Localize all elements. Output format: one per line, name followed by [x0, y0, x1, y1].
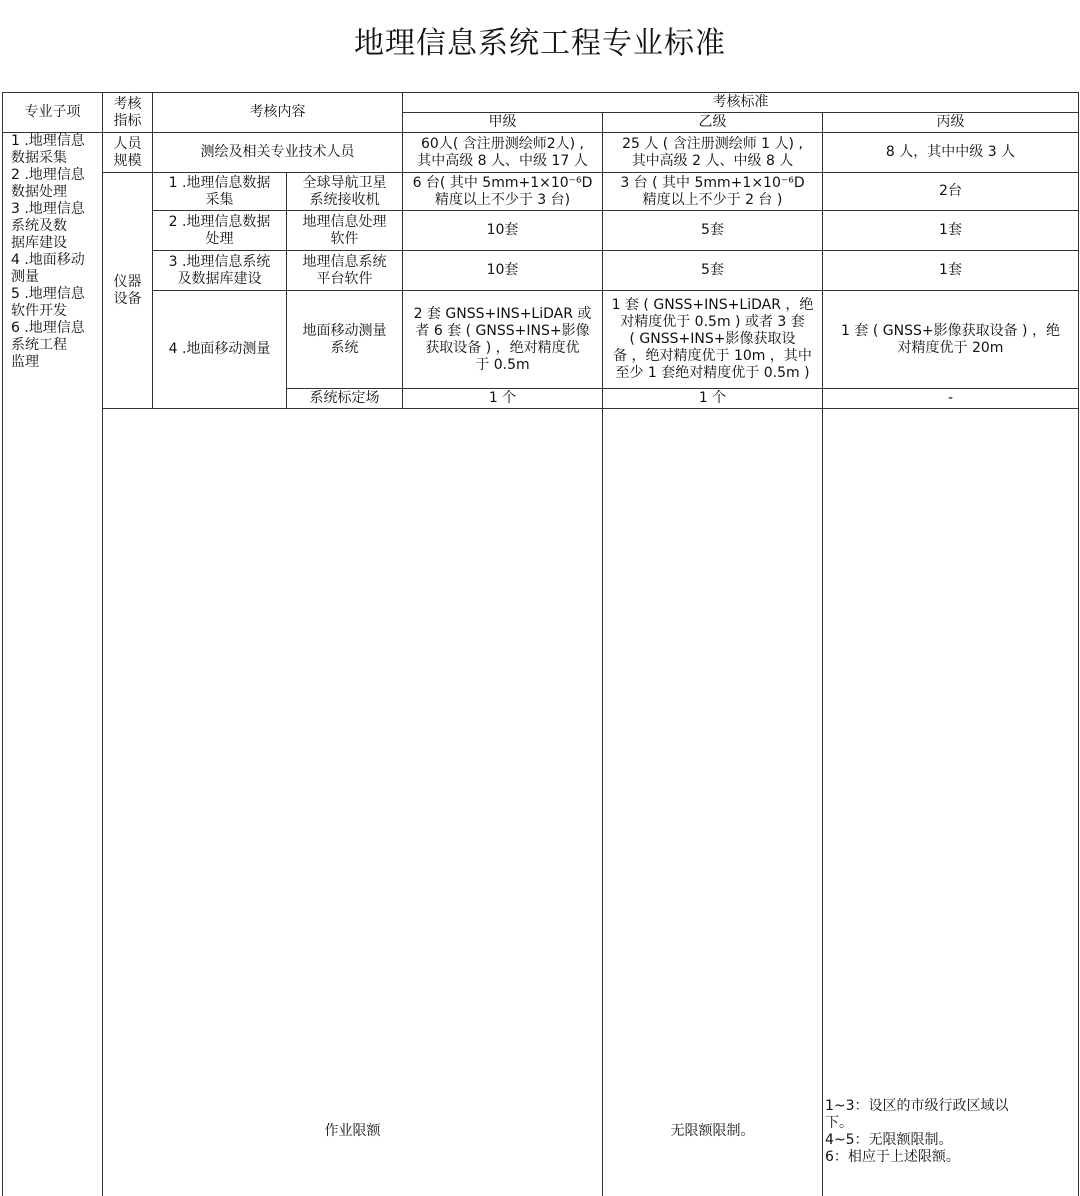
calibration-grade-c: -: [823, 389, 1079, 409]
header-content: 考核内容: [153, 93, 403, 133]
mobile-system: 地面移动测量 系统: [287, 291, 403, 389]
indicator-personnel: 人员 规模: [103, 133, 153, 173]
mobile-grade-a: 2 套 GNSS+INS+LiDAR 或 者 6 套 ( GNSS+INS+影像 获取设备 ) ，绝对精度优 于 0.5m: [403, 291, 603, 389]
personnel-grade-a: 60人( 含注册测绘师2人) , 其中高级 8 人、中级 17 人: [403, 133, 603, 173]
equipment-grade-a: 10套: [403, 211, 603, 251]
equipment-grade-c: 1套: [823, 251, 1079, 291]
equipment-grade-b: 3 台 ( 其中 5mm+1×10⁻⁶D 精度以上不少于 2 台 ): [603, 173, 823, 211]
calibration-grade-b: 1 个: [603, 389, 823, 409]
mobile-category: 4 .地面移动测量: [153, 291, 287, 409]
equipment-category: 1 .地理信息数据 采集: [153, 173, 287, 211]
equipment-category: 3 .地理信息系统 及数据库建设: [153, 251, 287, 291]
equipment-category: 2 .地理信息数据 处理: [153, 211, 287, 251]
content-personnel: 测绘及相关专业技术人员: [153, 133, 403, 173]
equipment-grade-a: 10套: [403, 251, 603, 291]
equipment-item: 地理信息系统 平台软件: [287, 251, 403, 291]
indicator-equipment: 仪器 设备: [103, 173, 153, 409]
quota-grade-a: 无限额限制。: [603, 409, 823, 1196]
equipment-item: 全球导航卫星 系统接收机: [287, 173, 403, 211]
header-grade-c: 丙级: [823, 113, 1079, 133]
equipment-grade-c: 1套: [823, 211, 1079, 251]
header-grade-b: 乙级: [603, 113, 823, 133]
header-indicator: 考核 指标: [103, 93, 153, 133]
calibration-item: 系统标定场: [287, 389, 403, 409]
header-sub-item: 专业子项: [3, 93, 103, 133]
sub-items-list: 1 .地理信息 数据采集 2 .地理信息 数据处理 3 .地理信息 系统及数 据库建设 4 .地面移动 测量 5 .地理信息 软件开发 6 .地理信息 系统工程 监理: [3, 133, 103, 1196]
mobile-grade-b: 1 套 ( GNSS+INS+LiDAR ，绝 对精度优于 0.5m ) 或者 3 套 ( GNSS+INS+影像获取设 备 ，绝对精度优于 10m ，其中 至少 1 套绝对精度优于 0.5m ): [603, 291, 823, 389]
equipment-item: 地理信息处理 软件: [287, 211, 403, 251]
quota-grade-b: 1~3：设区的市级行政区域以 下。 4~5：无限额限制。 6：相应于上述限额。: [823, 409, 1079, 1196]
equipment-grade-b: 5套: [603, 251, 823, 291]
equipment-grade-b: 5套: [603, 211, 823, 251]
equipment-grade-a: 6 台( 其中 5mm+1×10⁻⁶D 精度以上不少于 3 台): [403, 173, 603, 211]
equipment-grade-c: 2台: [823, 173, 1079, 211]
calibration-grade-a: 1 个: [403, 389, 603, 409]
header-grade-a: 甲级: [403, 113, 603, 133]
standards-table: [2, 92, 1079, 1196]
personnel-grade-c: 8 人，其中中级 3 人: [823, 133, 1079, 173]
mobile-grade-c: 1 套 ( GNSS+影像获取设备 ) ，绝 对精度优于 20m: [823, 291, 1079, 389]
quota-label: 作业限额: [103, 409, 603, 1196]
page-title: 地理信息系统工程专业标准: [0, 18, 1080, 62]
header-standard: 考核标准: [403, 93, 1079, 113]
personnel-grade-b: 25 人 ( 含注册测绘师 1 人) , 其中高级 2 人、中级 8 人: [603, 133, 823, 173]
